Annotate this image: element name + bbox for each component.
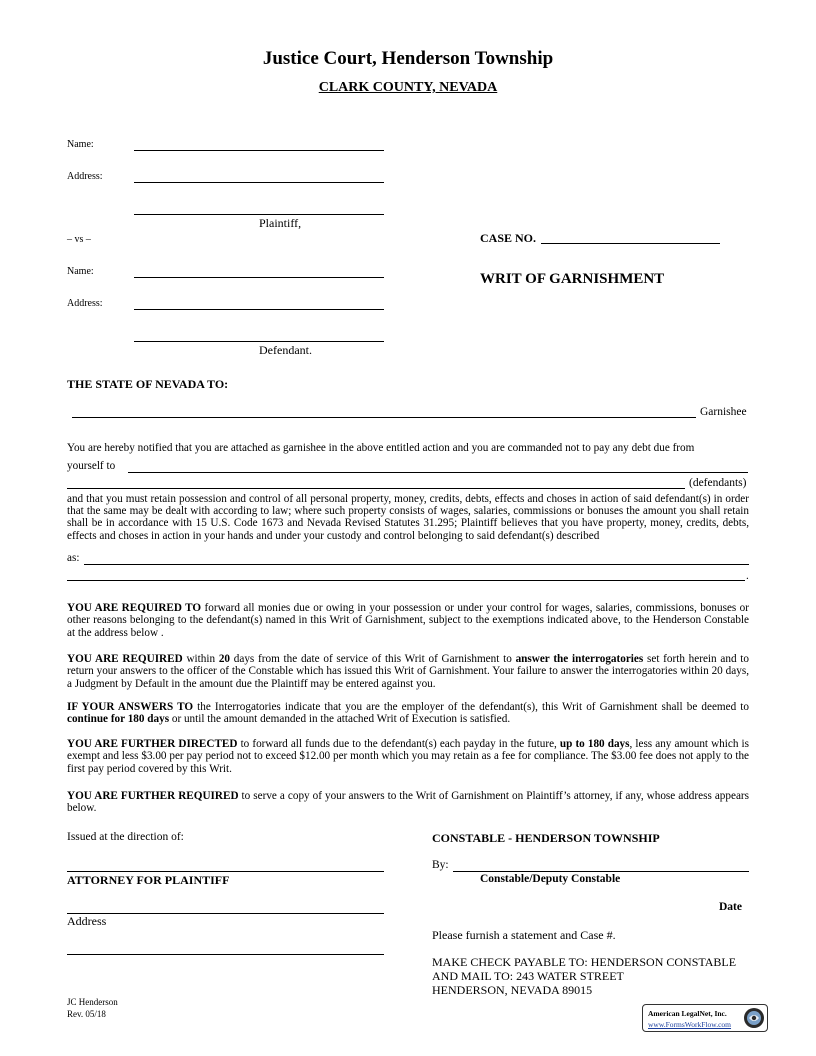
defendants-label: (defendants)	[689, 477, 747, 489]
debtor-field[interactable]	[128, 472, 748, 473]
case-no-field[interactable]	[541, 243, 720, 244]
defendant-address-label: Address:	[67, 298, 103, 309]
p3-lead: IF YOUR ANSWERS TO	[67, 701, 194, 713]
plaintiff-name-label: Name:	[67, 139, 94, 150]
globe-icon	[743, 1007, 765, 1029]
date-label: Date	[719, 901, 742, 913]
defendant-address-field[interactable]	[134, 309, 384, 310]
p3-text-b: or until the amount demanded in the attached Writ of Execution is satisfied.	[169, 713, 511, 726]
attorney-signature-field[interactable]	[67, 871, 384, 872]
form-revision: Rev. 05/18	[67, 1009, 106, 1019]
plaintiff-address-field[interactable]	[134, 182, 384, 183]
court-title: Justice Court, Henderson Township	[262, 48, 554, 69]
attorney-address-field-1[interactable]	[67, 913, 384, 914]
p3-180-days: continue for 180 days	[67, 713, 170, 726]
brand-name: American LegalNet, Inc.	[648, 1009, 727, 1018]
property-end-period: .	[746, 570, 749, 582]
p5-lead: YOU ARE FURTHER REQUIRED	[67, 790, 239, 802]
paragraph-if-answers	[67, 701, 749, 726]
notice-line-1: You are hereby notified that you are attached as garnishee in the above entitled action and you are commanded not to pay any debt due from	[67, 442, 695, 454]
attorney-address-field-2[interactable]	[67, 954, 384, 955]
brand-url: www.FormsWorkFlow.com	[648, 1020, 732, 1029]
p4-180-days: up to 180 days	[559, 738, 630, 750]
constable-signature-field[interactable]	[453, 871, 749, 872]
plaintiff-label: Plaintiff,	[259, 216, 302, 230]
issued-direction-label: Issued at the direction of:	[67, 831, 184, 843]
form-id: JC Henderson	[67, 997, 118, 1007]
paragraph-required-to	[67, 602, 749, 639]
attorney-address-label: Address	[67, 914, 107, 928]
p2-days: 20	[218, 653, 230, 665]
notice-body: and that you must retain possession and control of all personal property, money, credits, debts, effects and choses in action of said defendant(s) in order that the same may be dealt with according to law; where such property consists of wages, salaries, commissions or bonuses the amount you shall retain shall be in accordance with 15 U.S. Code 1673 and Nevada Revised Statutes 31.295; Plaintiff believes that you have property, money, credits, debts, effects and choses in action in your hands and under your custody and control belonging to said defendant(s) described	[67, 493, 749, 542]
p4-text-a: to forward all funds due to the defendant(s) each payday in the future,	[237, 738, 560, 750]
plaintiff-name-field[interactable]	[134, 150, 384, 151]
furnish-statement: Please furnish a statement and Case #.	[432, 928, 616, 942]
by-label: By:	[432, 859, 449, 871]
p4-text-b: , less any amount which is exempt and less $3.00 per pay period not to exceed $12.00 per month which you may retain as a fee for compliance. The $3.00 fee does not apply to the first pay period covered by this Writ.	[67, 738, 749, 775]
p2-lead: YOU ARE REQUIRED	[67, 653, 183, 665]
state-to-heading: THE STATE OF NEVADA TO:	[67, 377, 229, 391]
brand-logo[interactable]	[642, 1004, 768, 1032]
p3-text-a: the Interrogatories indicate that you are the employer of the defendant(s), this Writ of Garnishment shall be deemed to	[193, 701, 749, 713]
property-field-2[interactable]	[67, 580, 745, 581]
p2-interrogatories: answer the interrogatories	[515, 653, 644, 665]
plaintiff-address-label: Address:	[67, 171, 103, 182]
check-payable-line-3: HENDERSON, NEVADA 89015	[432, 983, 593, 997]
check-payable-line-2: AND MAIL TO: 243 WATER STREET	[432, 969, 624, 983]
notice-line-2: yourself to	[67, 460, 116, 472]
paragraph-required-within	[67, 653, 749, 690]
plaintiff-address-field-2[interactable]	[134, 214, 384, 215]
p2-text-a: within	[182, 653, 219, 665]
constable-title: CONSTABLE - HENDERSON TOWNSHIP	[432, 831, 660, 845]
p2-text-c: set forth herein and to return your answers to the officer of the Constable which has issued this Writ of Garnishment. Your failure to answer the interrogatories within 20 days, a Judgment by Default in the amount due the Plaintiff may be entered against you.	[67, 653, 750, 690]
county-title: CLARK COUNTY, NEVADA	[318, 80, 498, 95]
p4-lead: YOU ARE FURTHER DIRECTED	[67, 738, 238, 750]
p2-text-b: days from the date of service of this Writ of Garnishment to	[230, 653, 516, 665]
defendant-name-field[interactable]	[134, 277, 384, 278]
garnishee-field[interactable]	[72, 417, 696, 418]
defendant-name-label: Name:	[67, 266, 94, 277]
document-title: WRIT OF GARNISHMENT	[480, 271, 665, 287]
constable-sign-label: Constable/Deputy Constable	[480, 873, 621, 885]
vs-label: – vs –	[67, 234, 91, 245]
defendant-label: Defendant.	[259, 343, 312, 357]
p1-text: forward all monies due or owing in your possession or under your control for wages, salaries, commissions, bonuses or other reasons belonging to the defendant(s) named in this Writ of Garnishment, subject to the exemptions indicated above, to the Henderson Constable at the address below .	[67, 602, 749, 639]
attorney-label: ATTORNEY FOR PLAINTIFF	[67, 873, 230, 887]
paragraph-further-required	[67, 790, 749, 815]
p5-text: to serve a copy of your answers to the Writ of Garnishment on Plaintiff’s attorney, if any, whose address appears below.	[67, 790, 749, 815]
as-label: as:	[67, 552, 80, 564]
garnishee-label: Garnishee	[700, 406, 747, 418]
check-payable-line-1: MAKE CHECK PAYABLE TO: HENDERSON CONSTABLE	[432, 955, 737, 969]
defendant-address-field-2[interactable]	[134, 341, 384, 342]
case-no-label: CASE NO.	[480, 231, 537, 245]
property-field-1[interactable]	[84, 564, 749, 565]
paragraph-further-directed	[67, 738, 749, 775]
p1-lead: YOU ARE REQUIRED TO	[67, 602, 202, 614]
defendants-field[interactable]	[67, 488, 685, 489]
